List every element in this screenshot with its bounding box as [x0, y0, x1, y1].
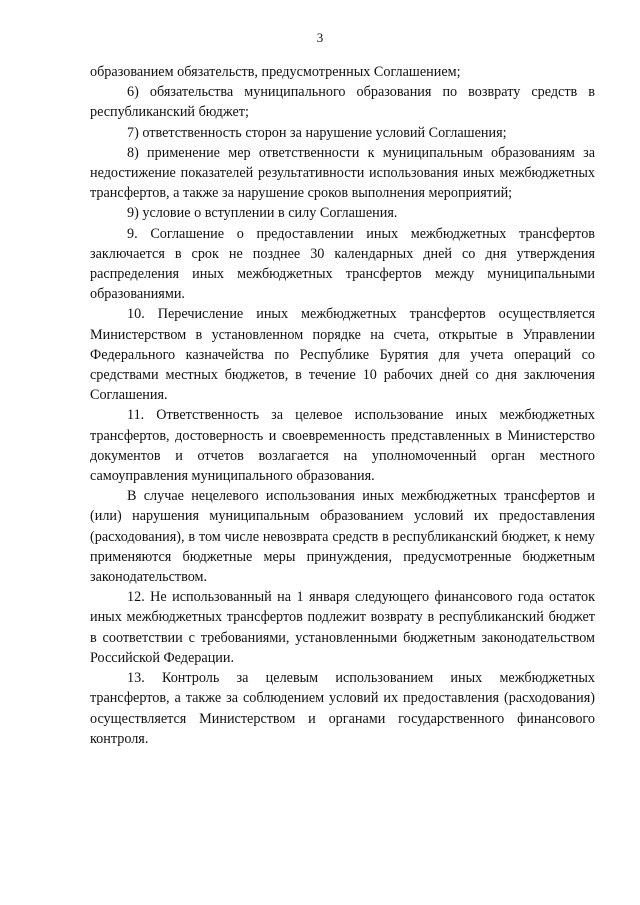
paragraph-item-9: 9) условие о вступлении в силу Соглашения. — [127, 205, 398, 222]
paragraph-item-6: 6) обязательства муниципального образования по возврату средств в республиканский бюджет; — [90, 84, 595, 121]
paragraph-clause-10: 10. Перечисление иных межбюджетных трансфертов осуществляется Министерством в установленном порядке на счета, открытые в Управлении Федерального казначейства по Республике Бурятия для учета операций со средствами местных бюджетов, в течение 10 рабочих дней со дня заключения Соглашения. — [90, 306, 595, 404]
paragraph-item-8: 8) применение мер ответственности к муниципальным образованиям за недостижение показателей результативности использования иных межбюджетных трансфертов, а также за нарушение сроков выполнения мероприятий; — [90, 144, 595, 202]
paragraph-clause-12: 12. Не использованный на 1 января следующего финансового года остаток иных межбюджетных трансфертов подлежит возврату в республиканский бюджет в соответствии с требованиями, установленными бюджетным законодательством Российской Федерации. — [90, 589, 595, 666]
paragraph-clause-9: 9. Соглашение о предоставлении иных межбюджетных трансфертов заключается в срок не позднее 30 календарных дней со дня утверждения распределения иных межбюджетных трансфертов между муниципальными образованиями. — [90, 225, 595, 303]
paragraph-clause-11-continued: В случае нецелевого использования иных межбюджетных трансфертов и (или) нарушения муниципальным образованием условий их предоставления (расходования), в том числе невозврата средств в республиканский бюджет, к нему применяются бюджетные меры принуждения, предусмотренные бюджетным законодательством. — [90, 488, 595, 586]
paragraph-continuation: образованием обязательств, предусмотренных Соглашением; — [90, 64, 461, 80]
page-number: 3 — [316, 30, 324, 45]
paragraph-item-7: 7) ответственность сторон за нарушение условий Соглашения; — [127, 124, 507, 141]
paragraph-clause-11: 11. Ответственность за целевое использование иных межбюджетных трансфертов, достоверность и своевременность представленных в Министерство документов и отчетов возлагается на уполномоченный орган местного самоуправления муниципального образования. — [90, 407, 595, 485]
document-body — [90, 62, 595, 749]
paragraph-clause-13: 13. Контроль за целевым использованием иных межбюджетных трансфертов, а также за соблюдением условий их предоставления (расходования) осуществляется Министерством и органами государственного финансового контроля. — [90, 670, 595, 747]
